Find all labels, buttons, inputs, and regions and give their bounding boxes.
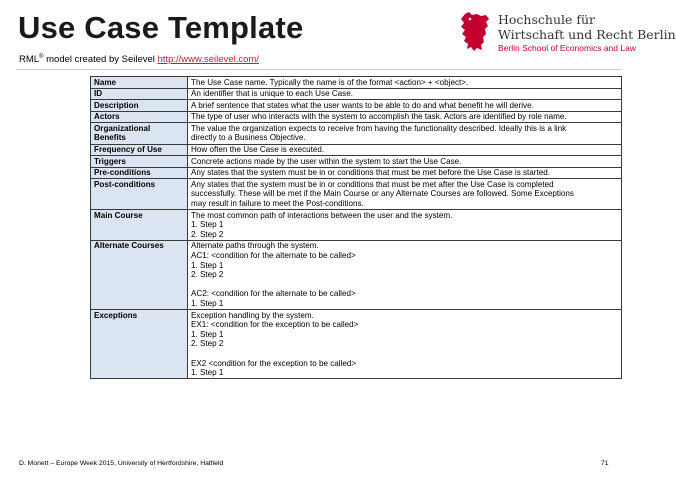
table-row	[91, 123, 622, 144]
description-line: 2. Step 2	[191, 229, 224, 239]
field-name: Exceptions	[91, 310, 188, 379]
description-line: successfully. These will be met if the Main Course or any Alternate Courses are followed. Some Exceptions	[191, 189, 574, 199]
blank-line	[191, 280, 618, 290]
description-line: EX2 <condition for the exception to be called>	[191, 358, 357, 368]
blank-line	[191, 349, 618, 359]
table-row	[91, 77, 622, 89]
description-line: AC1: <condition for the alternate to be called>	[191, 251, 356, 260]
field-description	[188, 88, 622, 100]
logo-line3: Berlin School of Economics and Law	[498, 43, 636, 53]
description-line: The Use Case name. Typically the name is of the format <action> + <object>.	[191, 77, 469, 87]
table-row	[91, 144, 622, 156]
table-row	[91, 156, 622, 168]
table-row	[91, 179, 622, 210]
field-description	[188, 179, 622, 210]
subtitle-text: model created by Seilevel	[43, 54, 158, 66]
field-description	[188, 310, 622, 379]
table-row	[91, 310, 622, 379]
description-line: EX1: <condition for the exception to be called>	[191, 320, 359, 330]
logo-line2: Wirtschaft und Recht Berlin	[498, 27, 676, 42]
field-name: Alternate Courses	[91, 240, 188, 309]
description-line: 2. Step 2	[191, 270, 224, 280]
description-line: 1. Step 1	[191, 368, 224, 378]
bear-icon	[459, 10, 491, 52]
description-line: 1. Step 1	[191, 298, 224, 308]
description-line: 1. Step 1	[191, 220, 224, 230]
table-row	[91, 210, 622, 241]
field-name: Main Course	[91, 210, 188, 241]
table-row	[91, 240, 622, 309]
description-line: The type of user who interacts with the system to accomplish the task. Actors are identified by role name.	[191, 112, 567, 122]
description-line: directly to a Business Objective.	[191, 133, 306, 143]
field-description	[188, 240, 622, 309]
description-line: may result in failure to meet the Post-conditions.	[191, 199, 364, 209]
field-name: Pre-conditions	[91, 167, 188, 179]
logo-line1: Hochschule für	[498, 12, 596, 27]
description-line: An identifier that is unique to each Use Case.	[191, 89, 353, 99]
field-name: Post-conditions	[91, 179, 188, 210]
slide-title: Use Case Template	[18, 10, 304, 45]
slide-subtitle	[19, 54, 259, 65]
description-line: Concrete actions made by the user within the system to start the Use Case.	[191, 156, 462, 166]
registered-mark: ®	[39, 54, 44, 60]
table-row	[91, 167, 622, 179]
description-line: Exception handling by the system.	[191, 310, 314, 320]
table-row	[91, 111, 622, 123]
field-name: Name	[91, 77, 188, 89]
field-name: Triggers	[91, 156, 188, 168]
description-line: The most common path of interactions between the user and the system.	[191, 210, 453, 220]
description-line: Alternate paths through the system.	[191, 241, 319, 251]
field-description	[188, 167, 622, 179]
field-description	[188, 210, 622, 241]
description-line: 2. Step 2	[191, 339, 224, 349]
field-description	[188, 100, 622, 112]
use-case-table	[90, 76, 622, 379]
description-line: 1. Step 1	[191, 260, 224, 270]
field-name: ID	[91, 88, 188, 100]
field-name: Description	[91, 100, 188, 112]
table-row	[91, 100, 622, 112]
table-row	[91, 88, 622, 100]
description-line: 1. Step 1	[191, 329, 224, 339]
description-line: A brief sentence that states what the user wants to be able to do and what benefit he will derive.	[191, 100, 534, 110]
field-name: Actors	[91, 111, 188, 123]
field-name: Organizational Benefits	[91, 123, 188, 144]
description-line: How often the Use Case is executed.	[191, 145, 325, 155]
field-description	[188, 123, 622, 144]
field-name: Frequency of Use	[91, 144, 188, 156]
page-number: 71	[601, 460, 609, 467]
description-line: The value the organization expects to receive from having the functionality described. Ideally this is a link	[191, 123, 567, 133]
field-description	[188, 111, 622, 123]
description-line: Any states that the system must be in or conditions that must be met after the Use Case is completed	[191, 179, 554, 189]
seilevel-link[interactable]: http://www.seilevel.com/	[157, 54, 259, 66]
field-description	[188, 156, 622, 168]
university-logo	[459, 10, 676, 56]
field-description	[188, 77, 622, 89]
description-line: AC2: <condition for the alternate to be called>	[191, 289, 356, 299]
header-divider	[16, 69, 622, 70]
footer-credit: D. Monett – Europe Week 2015, University of Hertfordshire, Hatfield	[19, 460, 224, 467]
subtitle-prefix: RML	[19, 54, 40, 66]
description-line: Any states that the system must be in or conditions that must be met before the Use Case is started.	[191, 168, 550, 178]
field-description	[188, 144, 622, 156]
